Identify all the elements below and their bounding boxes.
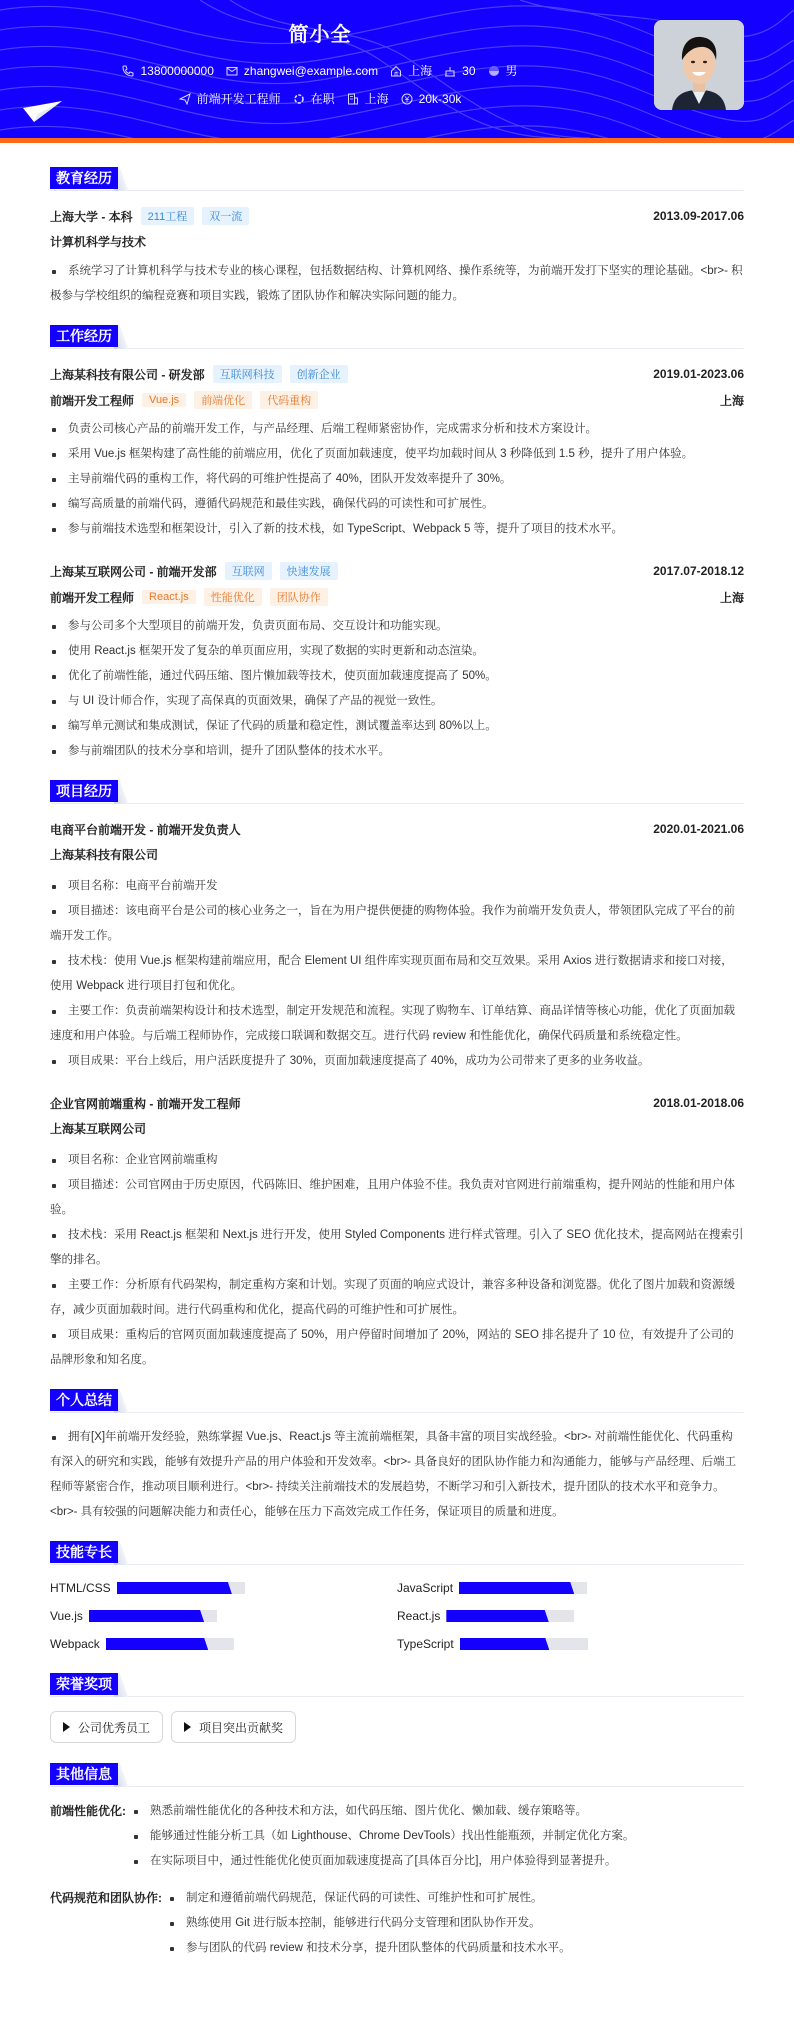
other-group [50,1886,744,1961]
skill-name: JavaScript [397,1581,454,1595]
education-title: 教育经历 [50,167,118,189]
work-date: 2017.07-2018.12 [653,564,744,578]
skill-bar [89,1610,217,1622]
section-title [50,1671,744,1697]
work-bullets [50,614,744,764]
work-entry [50,558,744,764]
age-item [444,64,475,78]
avatar-photo [654,20,744,110]
candidate-name: 简小全 [288,24,352,46]
mail-icon [226,65,238,77]
list-item: 项目描述：公司官网由于历史原因，代码陈旧、维护困难，且用户体验不佳。我负责对官网进行前端重构，提升网站的性能和用户体验。 [50,1173,744,1223]
honor-item[interactable] [171,1711,296,1743]
list-item: 能够通过性能分析工具（如 Lighthouse、Chrome DevTools）找出性能瓶颈，并制定优化方案。 [132,1824,634,1849]
list-item: 项目名称：电商平台前端开发 [50,874,744,899]
summary-section [50,1387,744,1525]
role-name: 前端开发工程师 [50,590,135,605]
summary-title: 个人总结 [50,1389,118,1411]
building-icon [347,93,359,105]
other-section [50,1761,744,1961]
other-group-label: 代码规范和团队协作: [50,1891,162,1905]
project-bullets [50,1148,744,1373]
projects-title: 项目经历 [50,780,118,802]
skill-bar-fill [117,1582,232,1594]
skill-item [397,1609,744,1623]
list-item: 项目名称：企业官网前端重构 [50,1148,744,1173]
phone-item [122,64,213,78]
resume-body [0,143,794,1993]
list-item: 与 UI 设计师合作，实现了高保真的页面效果，确保了产品的视觉一致性。 [50,689,744,714]
work-title: 工作经历 [50,325,118,347]
other-group [50,1799,744,1874]
skills-grid [50,1577,744,1657]
company-name: 上海某互联网公司 - 前端开发部 [50,564,217,579]
play-triangle-icon [184,1722,191,1732]
project-header [50,1090,744,1116]
honors-section [50,1671,744,1751]
education-bullets [50,259,744,309]
send-icon [179,93,191,105]
list-item: 项目成果：重构后的官网页面加载速度提高了 50%，用户停留时间增加了 20%，网站的 SEO 排名提升了 10 位，有效提升了公司的品牌形象和知名度。 [50,1323,744,1373]
skill-bar [117,1582,245,1594]
skill-bar [459,1582,587,1594]
other-group-label: 前端性能优化: [50,1804,126,1818]
gender-item [488,62,518,79]
company-tag: 互联网 [225,562,272,580]
project-date: 2018.01-2018.06 [653,1096,744,1110]
email-item [226,64,378,78]
play-triangle-icon [63,1722,70,1732]
skill-bar-fill [89,1610,204,1622]
skills-title: 技能专长 [50,1541,118,1563]
role-tag: 性能优化 [204,588,262,606]
role-tag: 前端优化 [194,391,252,409]
honor-item[interactable] [50,1711,163,1743]
list-item: 系统学习了计算机科学与技术专业的核心课程，包括数据结构、计算机网络、操作系统等，为前端开发打下坚实的理论基础。<br>- 积极参与学校组织的编程竞赛和项目实践，锻炼了团队协作和解决实际问题的能力。 [50,259,744,309]
status-item [293,90,335,107]
salary-icon [401,93,413,105]
role-tag: Vue.js [142,393,186,407]
honors-title: 荣誉奖项 [50,1673,118,1695]
status-icon [293,93,305,105]
company-name: 上海某科技有限公司 - 研发部 [50,367,205,382]
home-icon [390,65,402,77]
skill-bar-fill [106,1638,208,1650]
skill-item [50,1581,397,1595]
list-item: 项目成果：平台上线后，用户活跃度提升了 30%，页面加载速度提高了 40%，成功为公司带来了更多的业务收益。 [50,1049,744,1074]
work-location: 上海 [719,590,744,605]
role-name: 前端开发工程师 [50,393,135,408]
hometown-item [390,62,432,79]
education-entry-header [50,203,744,229]
list-item: 熟悉前端性能优化的各种技术和方法，如代码压缩、图片优化、懒加载、缓存策略等。 [132,1799,634,1824]
hometown-text: 上海 [408,64,433,78]
role-tag: 代码重构 [260,391,318,409]
skills-section [50,1539,744,1657]
work-city-item [347,90,389,107]
work-entry [50,361,744,542]
paper-plane-icon [20,100,66,130]
work-date: 2019.01-2023.06 [653,367,744,381]
other-group-bullets [168,1886,571,1961]
list-item: 使用 React.js 框架开发了复杂的单页面应用，实现了数据的实时更新和动态渲染。 [50,639,744,664]
project-name: 电商平台前端开发 - 前端开发负责人 [50,822,241,837]
work-role-row [50,387,744,413]
education-date: 2013.09-2017.06 [653,209,744,223]
age-text: 30 [462,63,476,78]
school-name: 上海大学 - 本科 [50,209,133,224]
major: 计算机科学与技术 [50,235,147,249]
avatar-portrait [654,20,744,110]
skill-bar [460,1638,588,1650]
summary-bullets [50,1425,744,1525]
honor-label: 项目突出贡献奖 [199,1720,284,1735]
project-header [50,816,744,842]
company-tag: 创新企业 [290,365,348,383]
project-bullets [50,874,744,1074]
list-item: 采用 Vue.js 框架构建了高性能的前端应用，优化了页面加载速度，使平均加载时间从 3 秒降低到 1.5 秒，提升了用户体验。 [50,442,744,467]
list-item: 参与前端团队的技术分享和培训，提升了团队整体的技术水平。 [50,739,744,764]
skill-bar [106,1638,234,1650]
work-bullets [50,417,744,542]
company-tag: 互联网科技 [213,365,282,383]
work-section [50,323,744,764]
project-entry [50,816,744,1074]
gender-icon [488,65,500,77]
gender-text: 男 [505,64,518,78]
position-item [179,90,281,107]
skill-name: Webpack [50,1637,100,1651]
project-date: 2020.01-2021.06 [653,822,744,836]
work-city-text: 上海 [364,92,389,106]
skill-name: HTML/CSS [50,1581,111,1595]
section-title [50,1387,744,1413]
list-item: 拥有[X]年前端开发经验，熟练掌握 Vue.js、React.js 等主流前端框架，具备丰富的项目实战经验。<br>- 对前端性能优化、代码重构有深入的研究和实践，能够有效提升产品的用户体验和开发效率。<br>- 具备良好的团队协作能力和沟通能力，能够与产品经理、后端工程师等紧密合作，推动项目顺利进行。<br>- 持续关注前端技术的发展趋势，不断学习和引入新技术，提升团队的技术水平和竞争力。<br>- 具有较强的问题解决能力和责任心，能够在压力下高效完成工作任务，保证项目的质量和进度。 [50,1425,744,1525]
section-title [50,165,744,191]
role-tag: React.js [142,590,196,604]
list-item: 技术栈：使用 Vue.js 框架构建前端应用，配合 Element UI 组件库实现页面布局和交互效果。采用 Axios 进行数据请求和接口对接，使用 Webpack 进行项目打包和优化。 [50,949,744,999]
skill-name: TypeScript [397,1637,454,1651]
job-row [0,90,640,107]
resume-header [0,0,794,138]
salary-text: 20k-30k [418,91,462,106]
list-item: 负责公司核心产品的前端开发工作，与产品经理、后端工程师紧密协作，完成需求分析和技术方案设计。 [50,417,744,442]
list-item: 编写高质量的前端代码，遵循代码规范和最佳实践，确保代码的可读性和可扩展性。 [50,492,744,517]
section-title [50,778,744,804]
list-item: 项目描述：该电商平台是公司的核心业务之一，旨在为用户提供便捷的购物体验。我作为前端开发负责人，带领团队完成了平台的前端开发工作。 [50,899,744,949]
work-location: 上海 [719,393,744,408]
project-company: 上海某互联网公司 [50,1122,147,1136]
project-name: 企业官网前端重构 - 前端开发工程师 [50,1096,241,1111]
list-item: 熟练使用 Git 进行版本控制，能够进行代码分支管理和团队协作开发。 [168,1911,571,1936]
list-item: 优化了前端性能，通过代码压缩、图片懒加载等技术，使页面加载速度提高了 50%。 [50,664,744,689]
school-tag: 211工程 [141,207,195,225]
position-text: 前端开发工程师 [196,92,281,106]
skill-name: React.js [397,1609,441,1623]
role-tag: 团队协作 [270,588,328,606]
list-item: 编写单元测试和集成测试，保证了代码的质量和稳定性，测试覆盖率达到 80%以上。 [50,714,744,739]
education-section [50,165,744,309]
section-title [50,1539,744,1565]
email-text: zhangwei@example.com [243,63,379,78]
work-company-row [50,558,744,584]
other-group-bullets [132,1799,634,1874]
section-title [50,323,744,349]
list-item: 主导前端代码的重构工作，将代码的可维护性提高了 40%，团队开发效率提升了 30%。 [50,467,744,492]
status-text: 在职 [310,92,335,106]
work-company-row [50,361,744,387]
projects-section [50,778,744,1373]
list-item: 主要工作：分析原有代码架构，制定重构方案和计划。实现了页面的响应式设计，兼容多种设备和浏览器。优化了图片加载和资源缓存，减少页面加载时间。进行代码重构和优化，提高代码的可维护性和可扩展性。 [50,1273,744,1323]
skill-item [50,1637,397,1651]
contact-row [0,62,640,79]
phone-text: 13800000000 [140,63,214,78]
skill-item [397,1581,744,1595]
section-title [50,1761,744,1787]
project-entry [50,1090,744,1373]
list-item: 主要工作：负责前端架构设计和技术选型，制定开发规范和流程。实现了购物车、订单结算、商品详情等核心功能，优化了页面加载速度和用户体验。与后端工程师协作，完成接口联调和数据交互。进行代码 review 和性能优化，确保代码质量和系统稳定性。 [50,999,744,1049]
list-item: 参与公司多个大型项目的前端开发，负责页面布局、交互设计和功能实现。 [50,614,744,639]
list-item: 在实际项目中，通过性能优化使页面加载速度提高了[具体百分比]，用户体验得到显著提升。 [132,1849,634,1874]
list-item: 技术栈：采用 React.js 框架和 Next.js 进行开发，使用 Styled Components 进行样式管理。引入了 SEO 优化技术，提高网站在搜索引擎的排名。 [50,1223,744,1273]
cake-icon [444,65,456,77]
skill-bar-fill [446,1610,548,1622]
project-company: 上海某科技有限公司 [50,848,159,862]
skill-item [397,1637,744,1651]
skill-name: Vue.js [50,1609,83,1623]
school-tag: 双一流 [202,207,249,225]
honors-list [50,1709,744,1751]
honor-label: 公司优秀员工 [78,1720,151,1735]
skill-bar [446,1610,574,1622]
list-item: 参与团队的代码 review 和技术分享，提升团队整体的代码质量和技术水平。 [168,1936,571,1961]
company-tag: 快速发展 [280,562,338,580]
work-role-row [50,584,744,610]
salary-item [401,92,462,106]
skill-item [50,1609,397,1623]
other-title: 其他信息 [50,1763,118,1785]
phone-icon [122,65,134,77]
skill-bar-fill [460,1638,550,1650]
list-item: 制定和遵循前端代码规范，保证代码的可读性、可维护性和可扩展性。 [168,1886,571,1911]
skill-bar-fill [459,1582,574,1594]
list-item: 参与前端技术选型和框架设计，引入了新的技术栈，如 TypeScript、Webpack 5 等，提升了项目的技术水平。 [50,517,744,542]
